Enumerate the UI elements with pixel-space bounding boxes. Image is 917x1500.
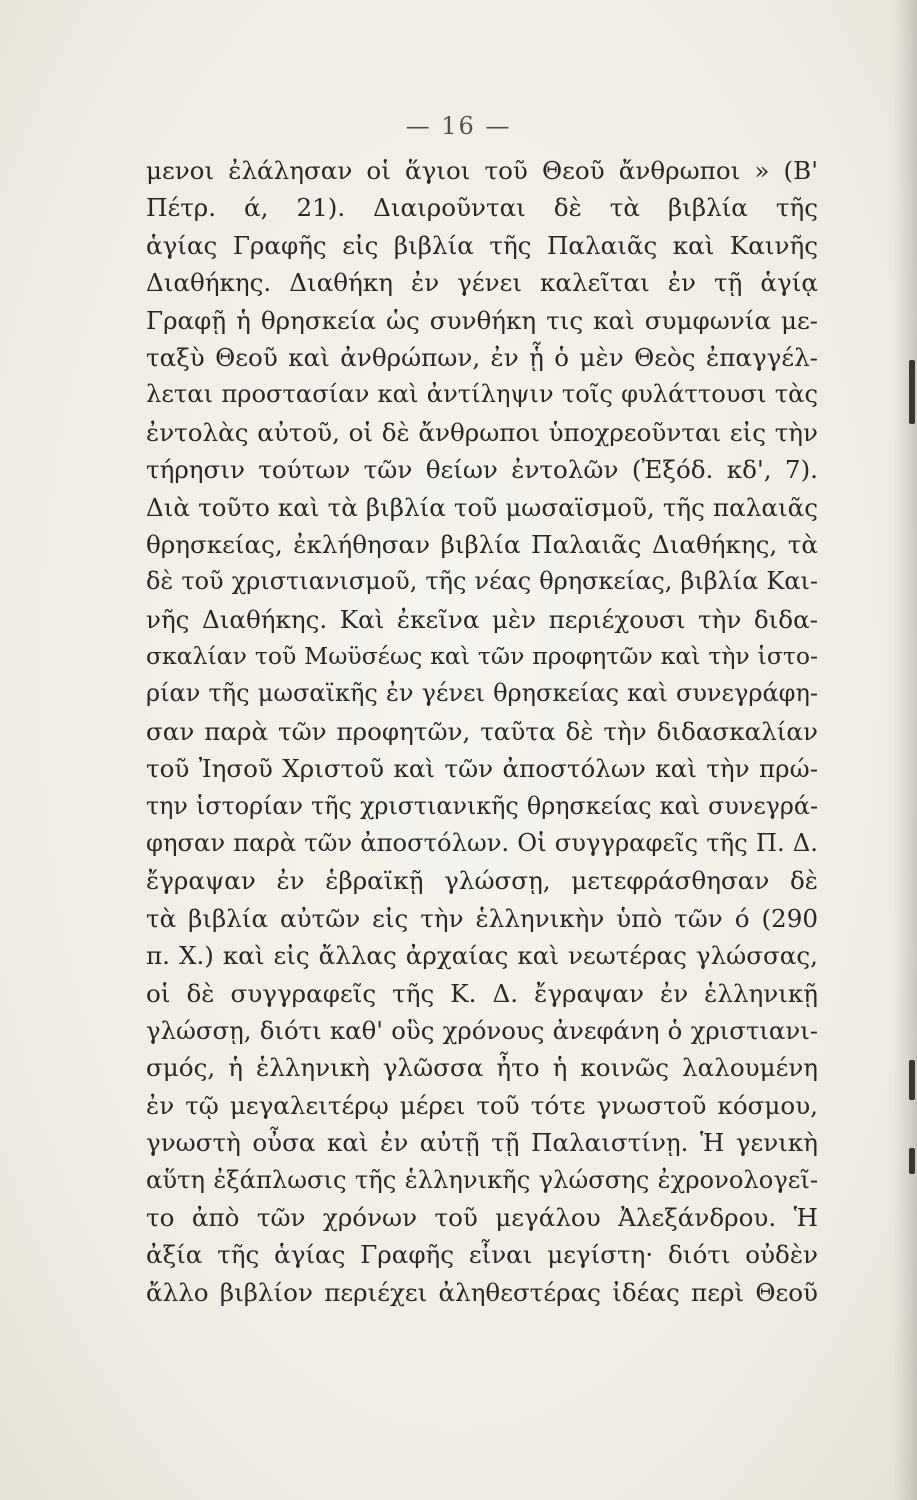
text-line: αὕτη ἐξάπλωσις τῆς ἑλληνικῆς γλώσσης ἐχρονολογεῖ- [146, 1165, 818, 1194]
page-edge-mark [909, 1060, 915, 1100]
text-line: τήρησιν τούτων τῶν θείων ἐντολῶν (Ἐξόδ. κδ', 7). [146, 455, 818, 485]
text-line: γνωστὴ οὖσα καὶ ἐν αὐτῇ τῇ Παλαιστίνῃ. Ἡ γενικὴ [146, 1128, 818, 1158]
text-line: Διὰ τοῦτο καὶ τὰ βιβλία τοῦ μωσαϊσμοῦ, τῆς παλαιᾶς [146, 492, 818, 522]
page-edge-mark [909, 360, 915, 424]
text-line: τὰ βιβλία αὐτῶν εἰς τὴν ἑλληνικὴν ὑπὸ τῶν ό (290 [146, 903, 818, 933]
text-line: ἔγραψαν ἐν ἑβραϊκῇ γλώσσῃ, μετεφράσθησαν δὲ [146, 866, 818, 896]
text-line: τοῦ Ἰησοῦ Χριστοῦ καὶ τῶν ἀποστόλων καὶ τὴν πρώ- [146, 754, 818, 784]
page-number: — 16 — [405, 112, 512, 140]
text-line: δὲ τοῦ χριστιανισμοῦ, τῆς νέας θρησκείας, βιβλία Και- [146, 567, 818, 596]
text-line: την ἱστορίαν τῆς χριστιανικῆς θρησκείας καὶ συνεγρά- [146, 791, 818, 820]
text-line: ταξὺ Θεοῦ καὶ ἀνθρώπων, ἐν ᾗ ὁ μὲν Θεὸς ἐπαγγέλ- [146, 342, 818, 372]
text-line: π. Χ.) καὶ εἰς ἄλλας ἀρχαίας καὶ νεωτέρας γλώσσας, [146, 941, 818, 971]
text-line: νῆς Διαθήκης. Καὶ ἐκεῖνα μὲν περιέχουσι τὴν διδα- [146, 604, 818, 634]
text-line: γλώσσῃ, διότι καθ' οὓς χρόνους ἀνεφάνη ὁ χριστιανι- [146, 1015, 818, 1045]
text-line: το ἀπὸ τῶν χρόνων τοῦ μεγάλου Ἀλεξάνδρου. Ἡ [146, 1202, 818, 1232]
text-line: σμός, ἡ ἑλληνικὴ γλῶσσα ἦτο ἡ κοινῶς λαλουμένη [146, 1053, 818, 1083]
text-line: ἁγίας Γραφῆς εἰς βιβλία τῆς Παλαιᾶς καὶ Καινῆς [146, 230, 818, 260]
text-line: Πέτρ. ά, 21). Διαιροῦνται δὲ τὰ βιβλία τῆς [146, 193, 818, 223]
text-line: Γραφῇ ἡ θρησκεία ὡς συνθήκη τις καὶ συμφωνία με- [146, 305, 818, 335]
text-line: σαν παρὰ τῶν προφητῶν, ταῦτα δὲ τὴν διδασκαλίαν [146, 716, 818, 746]
body-text [146, 152, 818, 1311]
page-edge-mark [909, 1148, 915, 1174]
text-line: ἀξία τῆς ἁγίας Γραφῆς εἶναι μεγίστη· διότι οὐδὲν [146, 1240, 818, 1270]
text-line: ρίαν τῆς μωσαϊκῆς ἐν γένει θρησκείας καὶ συνεγράφη- [146, 679, 818, 708]
text-line: θρησκείας, ἐκλήθησαν βιβλία Παλαιᾶς Διαθήκης, τὰ [146, 529, 818, 559]
text-line: σκαλίαν τοῦ Μωϋσέως καὶ τῶν προφητῶν καὶ τὴν ἱστο- [146, 642, 818, 671]
text-line: ἐν τῷ μεγαλειτέρῳ μέρει τοῦ τότε γνωστοῦ κόσμου, [146, 1090, 818, 1120]
page-edge-shadow [893, 0, 917, 1500]
text-line: ἄλλο βιβλίον περιέχει ἀληθεστέρας ἰδέας περὶ Θεοῦ [146, 1277, 818, 1307]
text-line: λεται προστασίαν καὶ ἀντίληψιν τοῖς φυλάττουσι τὰς [146, 380, 818, 409]
text-line: ἐντολὰς αὐτοῦ, οἱ δὲ ἄνθρωποι ὑποχρεοῦνται εἰς τὴν [146, 417, 818, 447]
text-line: φησαν παρὰ τῶν ἀποστόλων. Οἱ συγγραφεῖς τῆς Π. Δ. [146, 829, 818, 858]
text-line: οἱ δὲ συγγραφεῖς τῆς Κ. Δ. ἔγραψαν ἐν ἑλληνικῇ [146, 978, 818, 1008]
text-line: Διαθήκης. Διαθήκη ἐν γένει καλεῖται ἐν τῇ ἁγίᾳ [146, 268, 818, 298]
text-line: μενοι ἐλάλησαν οἱ ἅγιοι τοῦ Θεοῦ ἄνθρωποι » (Β' [146, 156, 818, 185]
